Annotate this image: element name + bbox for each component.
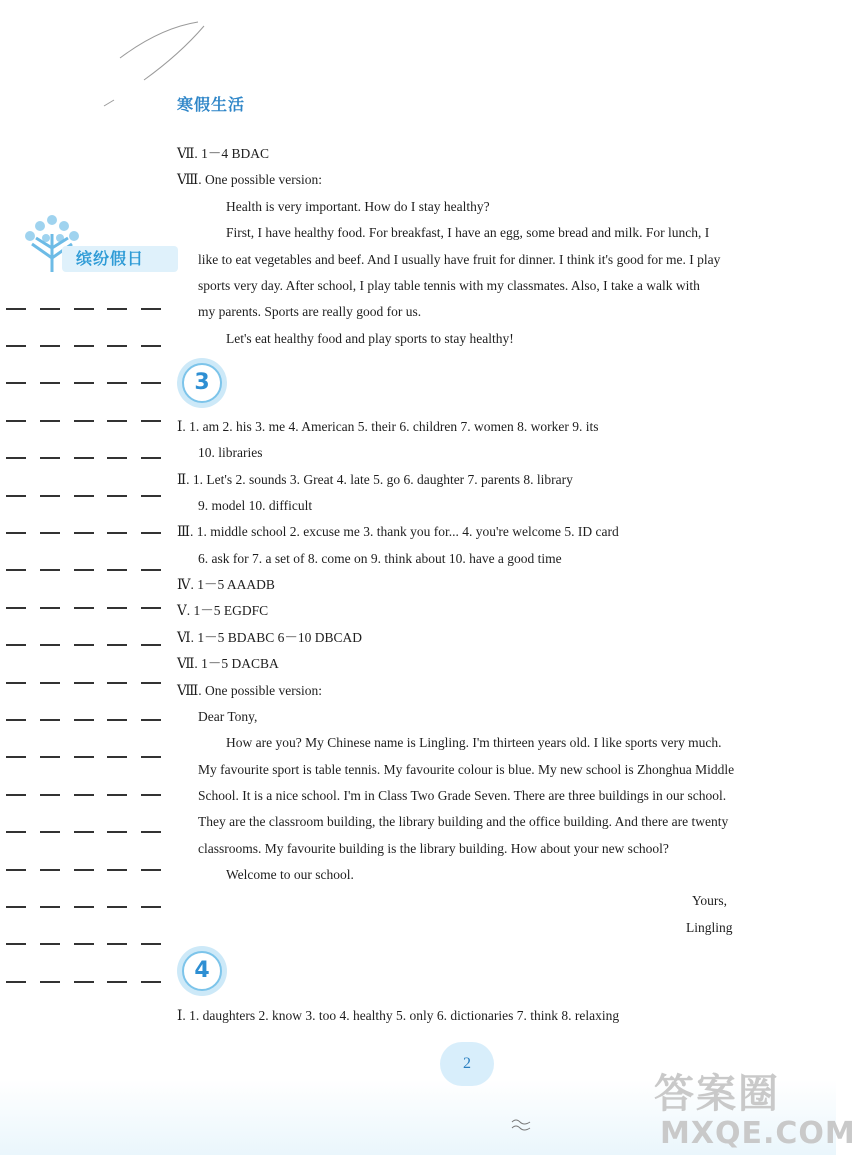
watermark (640, 1062, 856, 1152)
watermark-url: MXQE.COM (660, 1116, 856, 1151)
answer-line: Ⅶ. 1－4 BDAC (177, 146, 270, 161)
section-number: 4 (194, 958, 210, 983)
answer-line: Ⅰ. 1. daughters 2. know 3. too 4. healthy 5. only 6. dictionaries 7. think 8. relaxing (177, 1008, 620, 1023)
section-3-badge (176, 357, 228, 409)
dash-row (6, 327, 161, 364)
watermark-text: 答案圈 (654, 1071, 780, 1117)
essay-line: First, I have healthy food. For breakfast, I have an egg, some bread and milk. For lunch, I (226, 225, 710, 240)
answer-line: Ⅴ. 1－5 EGDFC (177, 603, 269, 618)
answer-line: Ⅷ. One possible version: (177, 172, 322, 187)
margin-dash-lines (6, 290, 161, 1000)
letter-greeting: Dear Tony, (198, 709, 258, 724)
answer-line: 6. ask for 7. a set of 8. come on 9. think about 10. have a good time (198, 551, 562, 566)
answer-line: Ⅰ. 1. am 2. his 3. me 4. American 5. their 6. children 7. women 8. worker 9. its (177, 419, 599, 434)
side-logo (22, 212, 162, 278)
essay-line: Let's eat healthy food and play sports to stay healthy! (226, 331, 514, 346)
answer-line: 10. libraries (198, 445, 263, 460)
answer-line: Ⅲ. 1. middle school 2. excuse me 3. thank you for... 4. you're welcome 5. ID card (177, 524, 619, 539)
essay-line: Health is very important. How do I stay healthy? (226, 199, 490, 214)
answer-line: Ⅵ. 1－5 BDABC 6－10 DBCAD (177, 630, 362, 645)
essay-line: sports very day. After school, I play table tennis with my classmates. Also, I take a walk with (198, 278, 700, 293)
letter-line: They are the classroom building, the library building and the office building. And there are twenty (198, 814, 729, 829)
dash-row (6, 851, 161, 888)
dash-row (6, 552, 161, 589)
dash-row (6, 963, 161, 1000)
section-4-badge (176, 945, 228, 997)
dash-row (6, 290, 161, 327)
dash-row (6, 627, 161, 664)
answer-line: Ⅱ. 1. Let's 2. sounds 3. Great 4. late 5. go 6. daughter 7. parents 8. library (177, 472, 573, 487)
dash-row (6, 701, 161, 738)
letter-closing: Yours, (692, 893, 728, 908)
dash-row (6, 926, 161, 963)
letter-line: School. It is a nice school. I'm in Class Two Grade Seven. There are three buildings in our school. (198, 788, 727, 803)
dash-row (6, 402, 161, 439)
dash-row (6, 365, 161, 402)
dash-row (6, 440, 161, 477)
answer-line: 9. model 10. difficult (198, 498, 313, 513)
header-title: 寒假生活 (177, 95, 246, 114)
letter-line: classrooms. My favourite building is the library building. How about your new school? (198, 841, 669, 856)
dash-row (6, 477, 161, 514)
dash-row (6, 776, 161, 813)
dash-row (6, 888, 161, 925)
page-number: 2 (440, 1042, 494, 1086)
section-number: 3 (194, 370, 210, 395)
answer-line: Ⅳ. 1－5 AAADB (177, 577, 275, 592)
answer-line: Ⅷ. One possible version: (177, 683, 322, 698)
dash-row (6, 589, 161, 626)
letter-line: How are you? My Chinese name is Lingling. I'm thirteen years old. I like sports very much. (226, 735, 722, 750)
letter-line: My favourite sport is table tennis. My favourite colour is blue. My new school is Zhonghua Middle (198, 762, 735, 777)
dash-row (6, 664, 161, 701)
side-logo-label: 缤纷假日 (62, 246, 178, 272)
dash-row (6, 514, 161, 551)
essay-line: my parents. Sports are really good for us. (198, 304, 422, 319)
wave-icon (510, 1118, 532, 1132)
answer-line: Ⅶ. 1－5 DACBA (177, 656, 279, 671)
letter-line: Welcome to our school. (226, 867, 354, 882)
dash-row (6, 813, 161, 850)
dash-row (6, 739, 161, 776)
essay-line: like to eat vegetables and beef. And I usually have fruit for dinner. I think it's good for me. I play (198, 252, 721, 267)
letter-signature: Lingling (686, 920, 733, 935)
